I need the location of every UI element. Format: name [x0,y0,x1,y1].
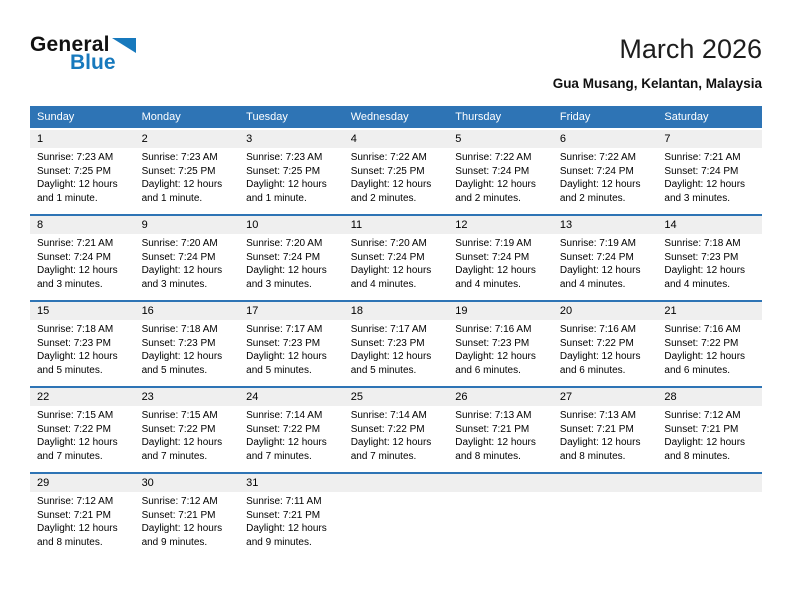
sunset-text: Sunset: 7:21 PM [455,423,530,435]
day-number-strip [30,216,762,234]
day-details [135,148,240,214]
day-number: 5 [455,133,462,145]
day-number: 25 [350,391,363,403]
daylight-text-line2: and 1 minute. [37,192,98,204]
day-number-strip [30,388,762,406]
sunrise-text: Sunrise: 7:12 AM [664,410,741,421]
daylight-text-line2: and 8 minutes. [455,450,521,462]
day-number: 22 [37,391,50,403]
sunrise-text: Sunrise: 7:15 AM [37,410,114,421]
daylight-text-line1: Daylight: 12 hours [246,523,327,534]
daylight-text-line2: and 4 minutes. [664,278,731,290]
day-number: 26 [455,391,468,403]
day-number: 19 [455,305,468,317]
daylight-text-line1: Daylight: 12 hours [141,179,223,190]
sunset-text: Sunset: 7:25 PM [246,165,321,177]
daylight-text-line2: and 2 minutes. [350,192,417,204]
daylight-text-line2: and 5 minutes. [141,364,208,376]
sunset-text: Sunset: 7:21 PM [37,509,111,521]
day-number: 1 [37,133,44,145]
sunrise-text: Sunrise: 7:21 AM [664,152,741,163]
sunrise-text: Sunrise: 7:23 AM [37,152,114,163]
day-number: 11 [350,219,363,231]
sunrise-text: Sunrise: 7:22 AM [455,152,532,163]
daylight-text-line1: Daylight: 12 hours [37,179,118,190]
day-details [30,148,135,214]
day-number: 6 [559,133,566,145]
sunrise-text: Sunrise: 7:19 AM [455,238,532,249]
sunrise-text: Sunrise: 7:16 AM [559,324,636,335]
sunrise-text: Sunrise: 7:17 AM [350,324,427,335]
day-number: 28 [664,391,677,403]
sunset-text: Sunset: 7:24 PM [664,165,739,177]
daylight-text-line1: Daylight: 12 hours [664,351,746,362]
empty-day-cell [657,492,762,558]
day-details [448,320,553,386]
sunset-text: Sunset: 7:22 PM [141,423,216,435]
day-details-row [30,234,762,300]
calendar-weeks [30,130,762,558]
day-details [30,406,135,472]
sunset-text: Sunset: 7:21 PM [246,509,321,521]
daylight-text-line2: and 4 minutes. [350,278,417,290]
day-details [344,320,449,386]
daylight-text-line2: and 7 minutes. [141,450,208,462]
day-number: 7 [664,133,671,145]
day-number: 14 [664,219,677,231]
empty-day-number [657,474,762,492]
daylight-text-line2: and 6 minutes. [455,364,521,376]
daylight-text-line1: Daylight: 12 hours [37,437,118,448]
day-details [239,148,344,214]
empty-day-number [448,474,553,492]
daylight-text-line2: and 7 minutes. [37,450,103,462]
daylight-text-line2: and 9 minutes. [141,536,208,548]
day-number: 12 [455,219,468,231]
daylight-text-line1: Daylight: 12 hours [455,437,536,448]
sunset-text: Sunset: 7:25 PM [37,165,111,177]
day-details [30,234,135,300]
week-row [30,214,762,300]
day-details [657,234,762,300]
sunrise-text: Sunrise: 7:13 AM [559,410,636,421]
daylight-text-line2: and 5 minutes. [37,364,103,376]
day-details [657,320,762,386]
title-block [553,34,762,91]
sunset-text: Sunset: 7:22 PM [664,337,739,349]
daylight-text-line1: Daylight: 12 hours [559,351,641,362]
sunrise-text: Sunrise: 7:23 AM [246,152,323,163]
week-row [30,386,762,472]
month-title: March 2026 [619,34,762,64]
sunrise-text: Sunrise: 7:11 AM [246,496,322,507]
day-details [657,148,762,214]
sunset-text: Sunset: 7:23 PM [664,251,739,263]
daylight-text-line2: and 5 minutes. [246,364,312,376]
daylight-text-line1: Daylight: 12 hours [664,437,746,448]
daylight-text-line2: and 7 minutes. [350,450,417,462]
daylight-text-line2: and 8 minutes. [559,450,626,462]
day-details [553,234,658,300]
day-details [239,406,344,472]
sunset-text: Sunset: 7:23 PM [37,337,111,349]
sunset-text: Sunset: 7:21 PM [664,423,739,435]
day-number-strip [30,302,762,320]
empty-day-cell [448,492,553,558]
daylight-text-line1: Daylight: 12 hours [664,179,746,190]
day-number-strip [30,130,762,148]
day-number: 30 [141,477,154,489]
daylight-text-line1: Daylight: 12 hours [37,351,118,362]
sunrise-text: Sunrise: 7:15 AM [141,410,218,421]
day-details [239,320,344,386]
sunset-text: Sunset: 7:24 PM [559,251,634,263]
sunrise-text: Sunrise: 7:23 AM [141,152,218,163]
day-details [344,148,449,214]
sunrise-text: Sunrise: 7:16 AM [664,324,741,335]
empty-day-number [553,474,658,492]
day-details [344,234,449,300]
day-details [135,406,240,472]
daylight-text-line1: Daylight: 12 hours [37,265,118,276]
daylight-text-line1: Daylight: 12 hours [455,265,536,276]
daylight-text-line1: Daylight: 12 hours [37,523,118,534]
daylight-text-line1: Daylight: 12 hours [141,437,223,448]
day-details [30,492,135,558]
day-details [657,406,762,472]
day-details [448,406,553,472]
day-number: 3 [246,133,253,145]
daylight-text-line2: and 9 minutes. [246,536,312,548]
sunrise-text: Sunrise: 7:13 AM [455,410,532,421]
sunset-text: Sunset: 7:23 PM [455,337,530,349]
day-details-row [30,148,762,214]
day-number: 21 [664,305,677,317]
daylight-text-line1: Daylight: 12 hours [455,351,536,362]
sunset-text: Sunset: 7:22 PM [246,423,321,435]
weekday-header: Saturday [664,111,709,123]
day-details [239,492,344,558]
day-number: 23 [141,391,154,403]
day-details-row [30,492,762,558]
sunset-text: Sunset: 7:23 PM [350,337,425,349]
sunrise-text: Sunrise: 7:20 AM [350,238,427,249]
empty-day-cell [553,492,658,558]
daylight-text-line2: and 4 minutes. [559,278,626,290]
daylight-text-line2: and 7 minutes. [246,450,312,462]
daylight-text-line2: and 5 minutes. [350,364,417,376]
daylight-text-line1: Daylight: 12 hours [350,437,432,448]
daylight-text-line1: Daylight: 12 hours [246,437,327,448]
daylight-text-line1: Daylight: 12 hours [455,179,536,190]
sunset-text: Sunset: 7:25 PM [141,165,216,177]
daylight-text-line2: and 3 minutes. [664,192,731,204]
sunset-text: Sunset: 7:23 PM [246,337,321,349]
day-number: 16 [141,305,154,317]
day-details [553,406,658,472]
daylight-text-line2: and 1 minute. [246,192,307,204]
weekday-header: Tuesday [246,111,288,123]
sunset-text: Sunset: 7:25 PM [350,165,425,177]
daylight-text-line1: Daylight: 12 hours [141,351,223,362]
weekday-header: Wednesday [350,111,409,123]
sunrise-text: Sunrise: 7:14 AM [246,410,323,421]
day-number: 4 [350,133,357,145]
day-details [135,492,240,558]
location-subtitle: Gua Musang, Kelantan, Malaysia [552,76,762,91]
week-row [30,130,762,214]
daylight-text-line1: Daylight: 12 hours [350,179,432,190]
sunrise-text: Sunrise: 7:20 AM [141,238,218,249]
day-number-strip [30,474,762,492]
daylight-text-line2: and 2 minutes. [559,192,626,204]
day-number: 20 [559,305,573,317]
day-number: 29 [37,477,50,489]
day-number: 27 [559,391,573,403]
sunrise-text: Sunrise: 7:17 AM [246,324,323,335]
daylight-text-line2: and 6 minutes. [664,364,731,376]
sunrise-text: Sunrise: 7:18 AM [37,324,114,335]
sunrise-text: Sunrise: 7:18 AM [141,324,218,335]
page-header [0,0,792,91]
daylight-text-line1: Daylight: 12 hours [141,523,223,534]
sunset-text: Sunset: 7:22 PM [350,423,425,435]
day-number: 31 [246,477,259,489]
day-details-row [30,406,762,472]
daylight-text-line1: Daylight: 12 hours [559,265,641,276]
day-details [448,148,553,214]
sunrise-text: Sunrise: 7:21 AM [37,238,114,249]
day-details [30,320,135,386]
sunrise-text: Sunrise: 7:22 AM [559,152,636,163]
sunset-text: Sunset: 7:22 PM [559,337,634,349]
daylight-text-line1: Daylight: 12 hours [559,179,641,190]
daylight-text-line1: Daylight: 12 hours [664,265,746,276]
day-number: 10 [246,219,259,231]
sunset-text: Sunset: 7:23 PM [141,337,216,349]
daylight-text-line2: and 8 minutes. [37,536,103,548]
logo-text-blue: Blue [70,51,116,74]
sunset-text: Sunset: 7:21 PM [141,509,216,521]
sunrise-text: Sunrise: 7:18 AM [664,238,741,249]
daylight-text-line2: and 8 minutes. [664,450,731,462]
daylight-text-line1: Daylight: 12 hours [559,437,641,448]
sunrise-text: Sunrise: 7:16 AM [455,324,532,335]
weekday-header: Monday [141,111,181,123]
daylight-text-line2: and 2 minutes. [455,192,521,204]
day-details-row [30,320,762,386]
daylight-text-line2: and 3 minutes. [246,278,312,290]
sunrise-text: Sunrise: 7:14 AM [350,410,427,421]
day-number: 13 [559,219,573,231]
logo-text-general: General [30,33,110,56]
sunset-text: Sunset: 7:21 PM [559,423,634,435]
day-details [135,320,240,386]
weekday-header: Sunday [37,111,75,123]
daylight-text-line1: Daylight: 12 hours [350,351,432,362]
daylight-text-line2: and 3 minutes. [141,278,208,290]
daylight-text-line2: and 6 minutes. [559,364,626,376]
sunset-text: Sunset: 7:24 PM [559,165,634,177]
calendar [30,106,762,558]
sunrise-text: Sunrise: 7:22 AM [350,152,427,163]
sunrise-text: Sunrise: 7:20 AM [246,238,323,249]
daylight-text-line1: Daylight: 12 hours [246,265,327,276]
weekday-header: Friday [559,111,591,123]
day-number: 2 [141,133,148,145]
empty-day-cell [344,492,449,558]
day-details [239,234,344,300]
daylight-text-line2: and 3 minutes. [37,278,103,290]
sunset-text: Sunset: 7:24 PM [350,251,425,263]
day-number: 8 [37,219,44,231]
day-details [553,320,658,386]
sunset-text: Sunset: 7:22 PM [37,423,111,435]
daylight-text-line1: Daylight: 12 hours [141,265,223,276]
weekday-header-row [30,106,762,128]
general-blue-logo [30,34,136,73]
day-details [135,234,240,300]
sunset-text: Sunset: 7:24 PM [141,251,216,263]
sunset-text: Sunset: 7:24 PM [246,251,321,263]
daylight-text-line1: Daylight: 12 hours [246,351,327,362]
daylight-text-line1: Daylight: 12 hours [350,265,432,276]
weekday-header: Thursday [455,111,502,123]
day-details [553,148,658,214]
week-row [30,472,762,558]
day-number: 15 [37,305,50,317]
day-details [344,406,449,472]
day-number: 18 [350,305,363,317]
day-details [448,234,553,300]
day-number: 9 [141,219,148,231]
sunset-text: Sunset: 7:24 PM [455,165,530,177]
sunrise-text: Sunrise: 7:12 AM [37,496,114,507]
daylight-text-line2: and 1 minute. [141,192,203,204]
day-number: 17 [246,305,259,317]
empty-day-number [344,474,449,492]
sunrise-text: Sunrise: 7:19 AM [559,238,636,249]
sunrise-text: Sunrise: 7:12 AM [141,496,218,507]
sunset-text: Sunset: 7:24 PM [455,251,530,263]
daylight-text-line2: and 4 minutes. [455,278,521,290]
sunset-text: Sunset: 7:24 PM [37,251,111,263]
daylight-text-line1: Daylight: 12 hours [246,179,327,190]
day-number: 24 [246,391,259,403]
week-row [30,300,762,386]
